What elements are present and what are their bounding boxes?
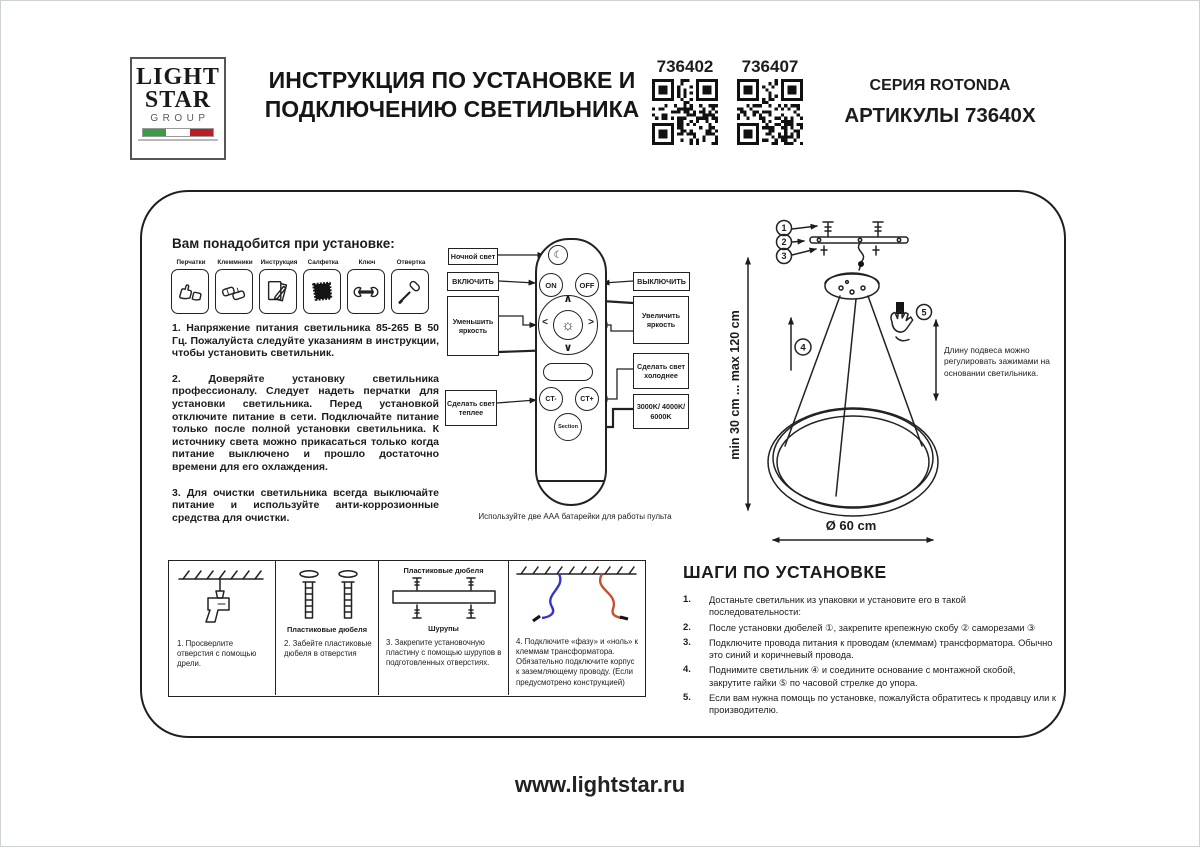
callout-1: 1 [781, 223, 787, 233]
diameter-label: Ø 60 cm [825, 518, 877, 533]
installation-panels [168, 560, 646, 697]
panel-caption-1: 1. Просверлите отверстия с помощью дрели. [177, 639, 257, 669]
qr-code-2 [737, 79, 803, 145]
tool-label: Ключ [358, 259, 376, 266]
panel-plate [379, 561, 509, 695]
suspension-cables [785, 296, 922, 496]
step-number: 2. [683, 621, 691, 633]
callout-3: 3 [781, 251, 787, 261]
ct-plus-button[interactable]: CT+ [575, 387, 599, 411]
wire-lug-left [533, 616, 540, 621]
wire-lug-right [620, 617, 628, 619]
logo-line3: GROUP [150, 113, 210, 125]
drill-sketch [169, 561, 276, 635]
callout-5: 5 [921, 307, 927, 318]
lightstar-logo [130, 57, 226, 160]
neutral-wire-red [600, 574, 622, 618]
step-number: 4. [683, 664, 691, 676]
tools-title: Вам понадобится при установке: [172, 236, 395, 251]
step-row [683, 622, 1059, 634]
panel-screws-label: Шурупы [428, 624, 459, 633]
ring-lamp [768, 408, 938, 516]
bulb-button[interactable]: ☼ [553, 310, 583, 340]
step-text: Если вам нужна помощь по установке, пожалуйста обратитесь к продавцу или к производителю. [709, 692, 1056, 716]
step-row [683, 692, 1059, 717]
flag-red [190, 129, 213, 136]
hand-with-clamp [891, 302, 932, 341]
tool-terminals [215, 259, 255, 314]
tool-label: Салфетка [307, 259, 339, 266]
safety-paragraph-2: 2. Доверяйте установку светильника профессионалу. Следует надеть перчатки для установки светильника. Перед установкой отключите питание в сети. Подключайте питание только после полной установки светильника. К источнику света можно прикасаться только когда питание выключено и прошло достаточно времени для его охлаждения. [172, 372, 439, 473]
increase-brightness-label: Увеличить яркость [633, 296, 689, 344]
step-text: Достаньте светильник из упаковки и установите его в такой последовательности: [709, 595, 966, 618]
remote-separator [537, 480, 605, 482]
tool-manual [259, 259, 299, 314]
step-number: 1. [683, 594, 691, 605]
plate-sketch [379, 576, 509, 622]
wrench-icon [351, 277, 381, 307]
callout-4: 4 [800, 342, 806, 354]
tool-wrench [347, 259, 387, 314]
panel-caption-2: 2. Забейте пластиковые дюбеля в отверстия [284, 639, 372, 659]
step-text: Подключите провода питания к проводам (клеммам) трансформатора. Обычно это синий и коричневый провода. [709, 637, 1053, 661]
arrow-left-icon[interactable]: < [542, 317, 548, 328]
step-text: Поднимите светильник ④ и соедините основание с монтажной скобой, закрутите гайки ⑤ по часовой стрелке до упора. [709, 665, 1016, 688]
callout-4-lift-arrow [791, 318, 811, 370]
night-light-label: Ночной свет [448, 248, 498, 265]
remote-diagram [445, 228, 705, 540]
qr-number-1: 736402 [656, 57, 714, 76]
screwdriver-icon [395, 277, 425, 307]
safety-paragraph-3: 3. Для очистки светильника всегда выключайте питание и используйте анти-коррозионные средства для очистки. [172, 486, 439, 524]
remote-battery-caption: Используйте две ААА батарейки для работы пульта [478, 512, 672, 521]
series-name: СЕРИЯ ROTONDA [869, 77, 1011, 94]
flag-white [166, 129, 189, 136]
flag-underline [138, 139, 218, 141]
gloves-icon [175, 277, 205, 307]
tool-label: Отвертка [396, 259, 426, 266]
cable-connector [858, 261, 864, 267]
page-title-line2: ПОДКЛЮЧЕНИЮ СВЕТИЛЬНИКА [264, 96, 640, 123]
panel-wires [509, 561, 644, 695]
tool-label: Перчатки [176, 259, 206, 266]
mounting-screws [823, 222, 883, 236]
on-button[interactable]: ON [539, 273, 563, 297]
qr-code-1 [652, 79, 718, 145]
panel-dowels-label: Пластиковые дюбеля [286, 625, 368, 634]
decrease-brightness-label: Уменьшить яркость [447, 296, 499, 356]
ct-minus-button[interactable]: CT- [539, 387, 563, 411]
tool-gloves [171, 259, 211, 314]
ceiling-canopy [825, 273, 879, 299]
steps-title: ШАГИ ПО УСТАНОВКЕ [683, 562, 887, 582]
step-number: 3. [683, 636, 691, 648]
panel-dowels [276, 561, 379, 695]
colder-light-label: Сделать свет холоднее [633, 353, 689, 389]
arrow-down-icon[interactable]: ∨ [563, 342, 573, 354]
logo-line2: STAR [144, 86, 212, 113]
night-light-button[interactable]: ☾ [548, 245, 568, 265]
safety-instructions [172, 322, 439, 537]
steps-list [683, 594, 1059, 719]
panel-caption-4: 4. Подключите «фазу» и «ноль» к клеммам трансформатора. Обязательно подключите корпус к заземляющему проводу. (Если предусмотрено конструкцией) [516, 637, 638, 687]
panel-plate-label-top: Пластиковые дюбеля [403, 566, 484, 575]
safety-paragraph-1: 1. Напряжение питания светильника 85-265 В 50 Гц. Пожалуйста следуйте указаниям в инструкции, чтобы установить светильник. [172, 322, 439, 360]
tool-label: Клеммники [217, 259, 253, 266]
page-title-line1: ИНСТРУКЦИЯ ПО УСТАНОВКЕ И [268, 67, 636, 93]
dowels-sketch [276, 565, 379, 627]
logo-line1: LIGHT [136, 64, 220, 90]
height-range-label: min 30 cm ... max 120 cm [728, 310, 742, 460]
off-button[interactable]: OFF [575, 273, 599, 297]
step-row [683, 637, 1059, 662]
blank-pill-button[interactable] [543, 363, 593, 381]
napkin-icon [307, 277, 337, 307]
flag-green [143, 129, 166, 136]
arrow-up-icon[interactable]: ∧ [563, 293, 573, 305]
tool-screwdriver [391, 259, 431, 314]
callout-2: 2 [781, 237, 787, 247]
qr-number-2: 736407 [741, 57, 799, 76]
phase-wire-blue [542, 574, 560, 618]
articles-number: АРТИКУЛЫ 73640X [844, 104, 1036, 127]
tool-label: Инструкция [260, 259, 298, 266]
step-row [683, 664, 1059, 689]
suspension-adjust-note: Длину подвеса можно регулировать зажимами на основании светильника. [944, 345, 1050, 378]
step-number: 5. [683, 691, 691, 703]
color-temperature-label: 3000K/ 4000K/ 6000K [633, 394, 689, 429]
step-row [683, 594, 1059, 619]
manual-icon [263, 277, 293, 307]
terminals-icon [219, 277, 249, 307]
turn-off-label: ВЫКЛЮЧИТЬ [633, 272, 690, 291]
turn-on-label: ВКЛЮЧИТЬ [447, 272, 499, 291]
panel-drill [169, 561, 276, 695]
website-url: www.lightstar.ru [514, 772, 686, 797]
page-title [242, 66, 662, 125]
arrow-right-icon[interactable]: > [588, 317, 594, 328]
section-button[interactable]: Section [554, 413, 582, 441]
tool-napkin [303, 259, 343, 314]
italian-flag-stripe [142, 128, 214, 137]
warmer-light-label: Сделать свет теплее [445, 390, 497, 426]
step-text: После установки дюбелей ①, закрепите крепежную скобу ② саморезами ③ [709, 622, 1036, 633]
wires-sketch [509, 561, 644, 631]
panel-caption-3: 3. Закрепите установочную пластину с помощью шурупов в подготовленных отверстиях. [386, 638, 502, 668]
